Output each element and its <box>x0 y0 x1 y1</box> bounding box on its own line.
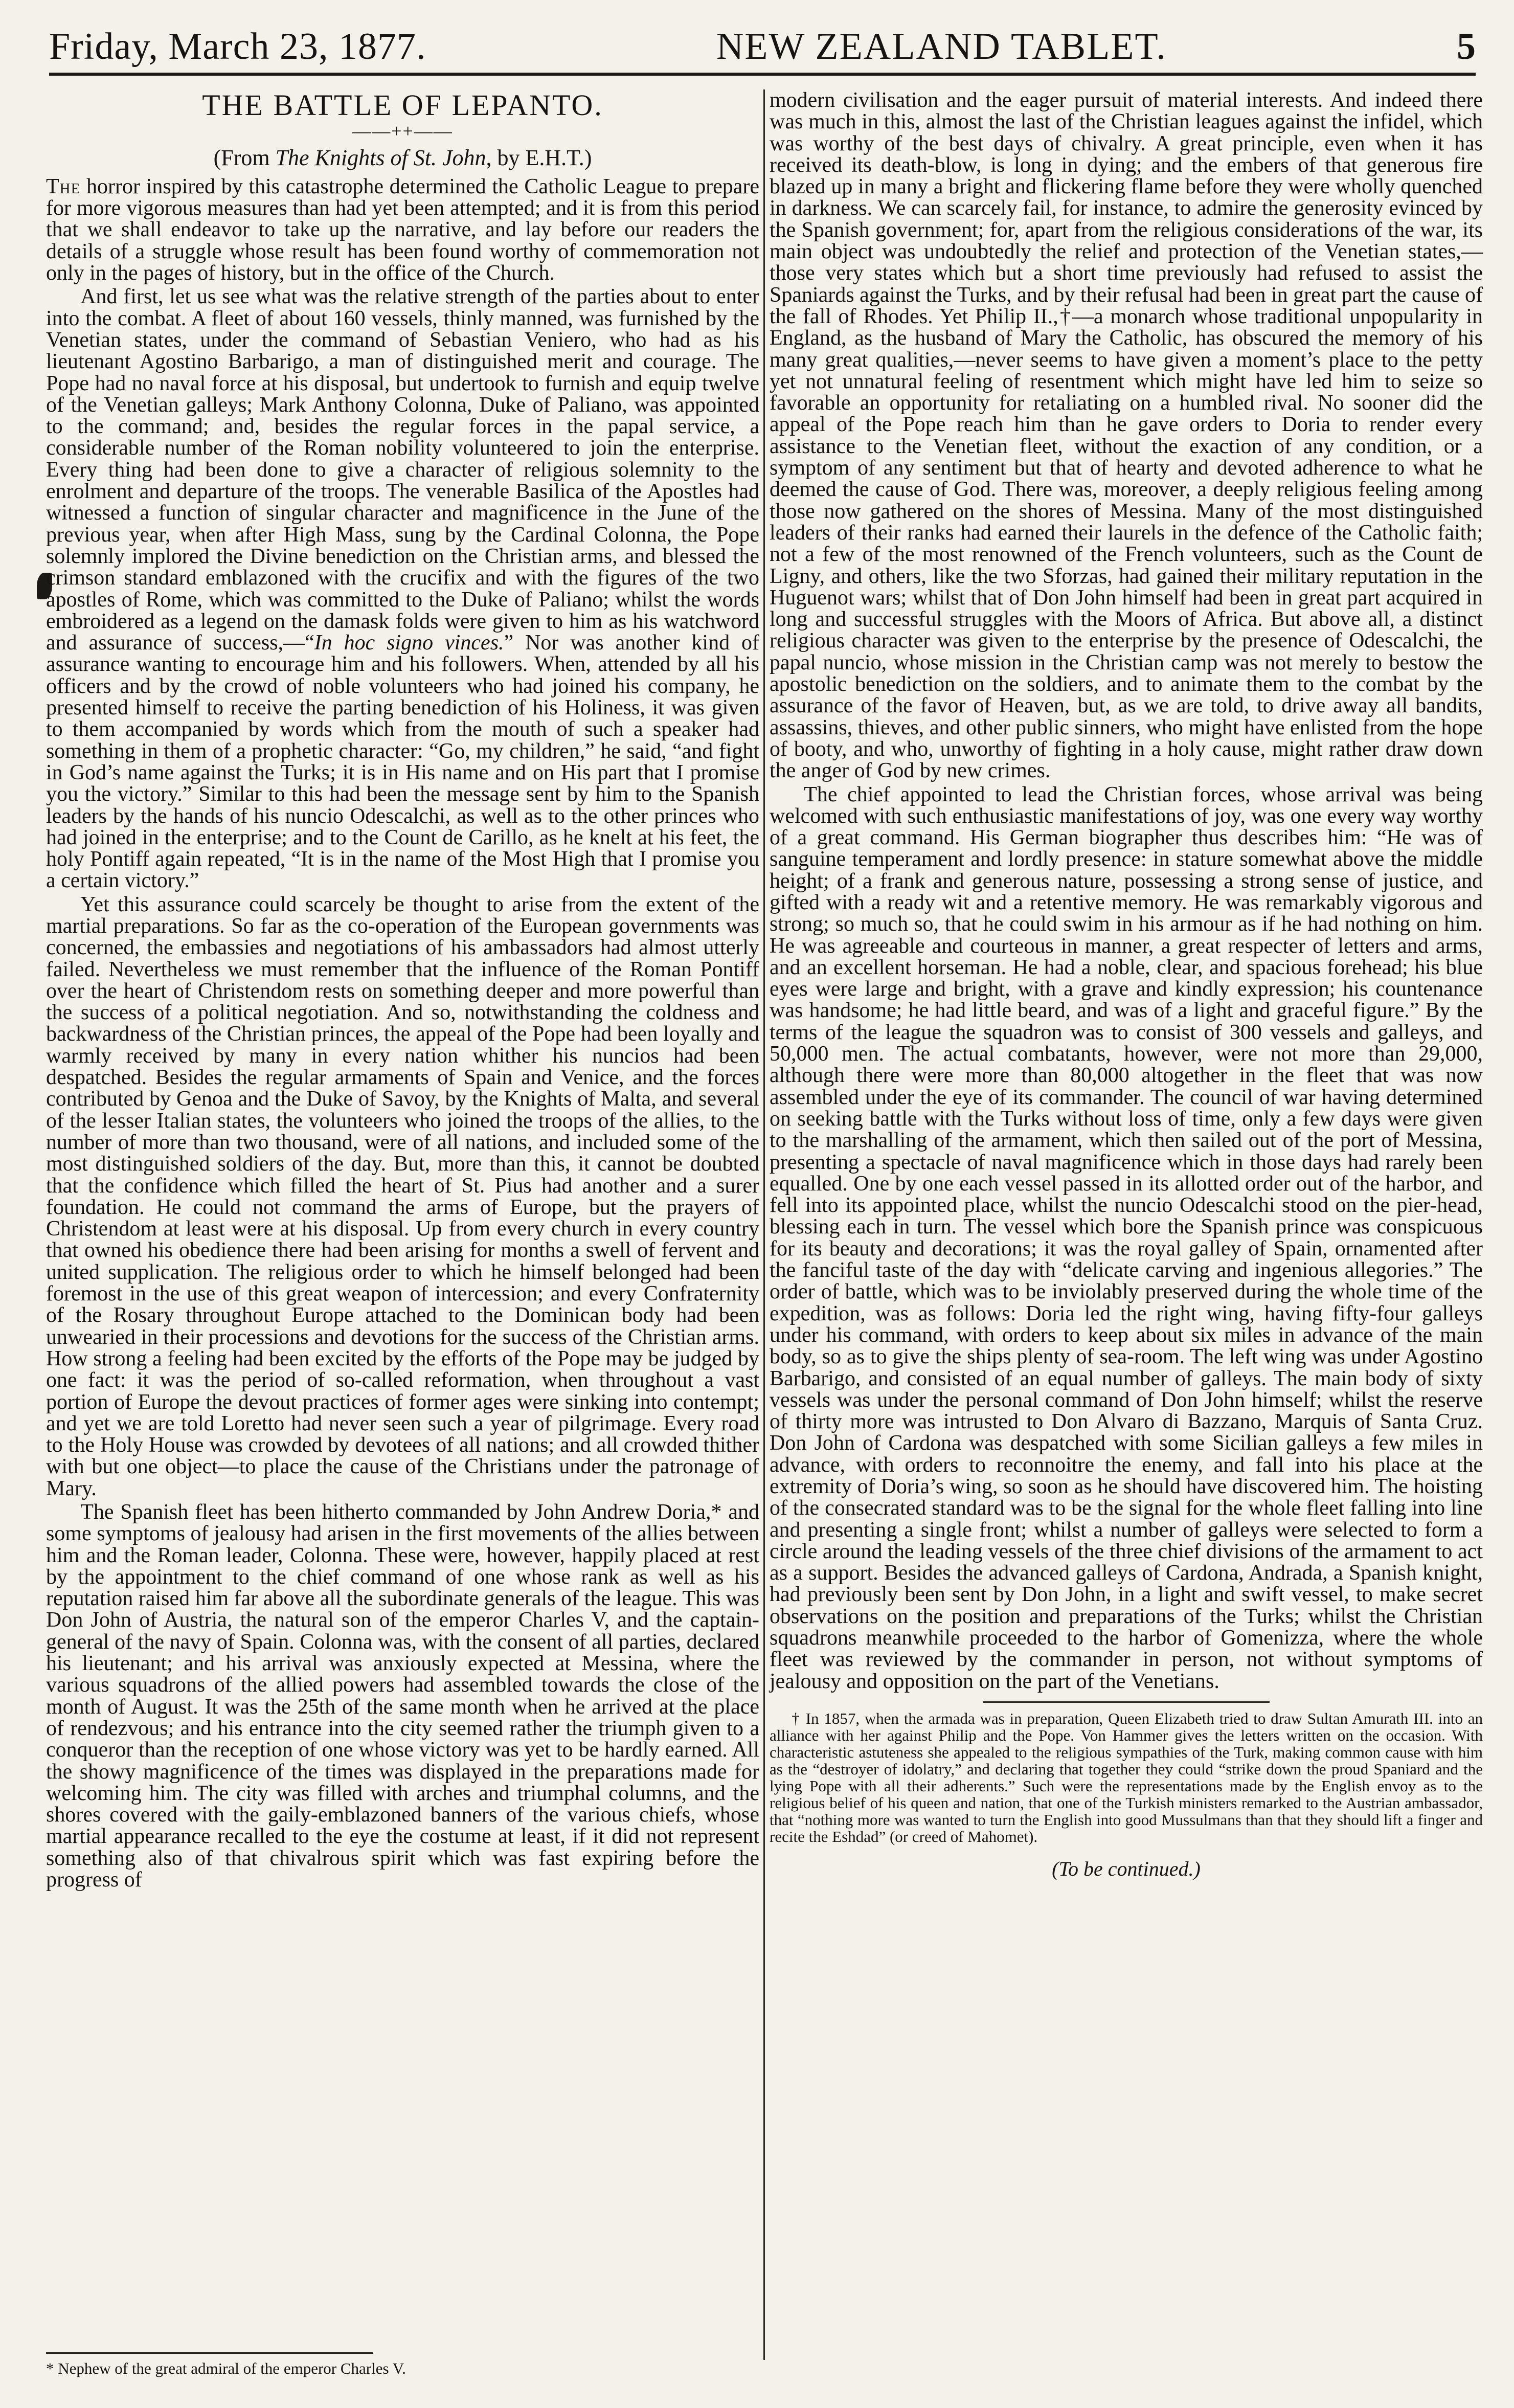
paragraph-1-text: horror inspired by this catastrophe determined the Catholic League to prepare for more vigorous measures than had yet been attempted; and it is from this period that we shall endeavor to take up the narrative, and lay before our readers the details of a struggle whose result has been found worthy of commemoration not only in the pages of history, but in the office of the Church. <box>46 174 759 285</box>
footnote-left <box>46 2342 759 2377</box>
byline-prefix: (From <box>213 145 276 170</box>
paragraph-5: modern civilisation and the eager pursuit of material interests. And indeed there was much in this, almost the last of the Christian leagues against the infidel, which was worthy of the best days of chivalry. A great principle, even when it has received its death-blow, is long in dying; and the embers of that generous fire blazed up in many a bright and flickering flame before they were wholly quenched in darkness. We can scarcely fail, for instance, to admire the generosity evinced by the Spanish government; for, apart from the religious considerations of the war, its main object was undoubtedly the relief and protection of the Venetian states,—those very states which but a short time previously had refused to assist the Spaniards against the Turks, and by their refusal had been in great part the cause of the fall of Rhodes. Yet Philip II.,†—a monarch whose traditional unpopularity in England, as the husband of Mary the Catholic, has obscured the memory of his many great qualities,—never seems to have given a moment’s place to the petty yet not unnatural feeling of resentment which might have led him to seize so favorable an opportunity for retaliating on a humbled rival. No sooner did the appeal of the Pope reach him than he gave orders to Doria to render every assistance to the Venetian fleet, without the exaction of any condition, or a symptom of any sentiment but that of hearty and devoted adherence to what he deemed the cause of God. There was, moreover, a deeply religious feeling among those now gathered on the shores of Messina. Many of the most distinguished leaders of their ranks had earned their laurels in the defence of the Catholic faith; not a few of the most renowned of the French volunteers, such as the Count de Ligny, and others, like the two Sforzas, had gained their military reputation in the Huguenot wars; whilst that of Don John himself had been in great part acquired in long and successful struggles with the Moors of Africa. But above all, a distinct religious character was given to the enterprise by the presence of Odescalchi, the papal nuncio, whose mission in the Christian camp was not merely to bestow the apostolic benediction on the soldiers, and to animate them to the combat by the assurance of the favor of Heaven, but, as we are told, to drive away all bandits, assassins, thieves, and other public sinners, who might have enlisted from the hope of booty, and who, unworthy of fighting in a holy cause, might rather draw down the anger of God by new crimes. <box>770 88 1483 783</box>
column-right <box>770 89 1483 2365</box>
article-title: THE BATTLE OF LEPANTO. <box>202 88 603 122</box>
latin-motto: In hoc signo vinces. <box>314 631 504 655</box>
masthead <box>49 26 1476 76</box>
byline-work: The Knights of St. John <box>275 145 486 170</box>
paragraph-2-text-a: And first, let us see what was the relative strength of the parties about to enter into the combat. A fleet of about 160 vessels, thinly manned, was furnished by the Venetian states, under the command of Sebastian Veniero, who had as his lieutenant Agostino Barbarigo, a man of distinguished merit and courage. The Pope had no naval force at his disposal, but undertook to furnish and equip twelve of the Venetian galleys; Mark Anthony Colonna, Duke of Paliano, was appointed to the command; and, besides the regular forces in the papal service, a considerable number of the Roman nobility volunteered to join the enterprise. Every thing had been done to give a character of religious solemnity to the enrolment and departure of the troops. The venerable Basilica of the Apostles had witnessed a function of singular character and magnificence in the June of the previous year, when after High Mass, sung by the Cardinal Colonna, the Pope solemnly implored the Divine benediction on the Christian arms, and blessed the crimson standard emblazoned with the crucifix and with the figures of the two apostles of Rome, which was committed to the Duke of Paliano; whilst the words embroidered as a legend on the damask folds were given to him as his watchword and assurance of success,—“ <box>46 285 759 655</box>
paragraph-1 <box>46 176 759 284</box>
paragraph-3: Yet this assurance could scarcely be thought to arise from the extent of the martial preparations. So far as the co-operation of the European governments was concerned, the embassies and negotiations of his ambassadors had almost utterly failed. Nevertheless we must remember that the influence of the Roman Pontiff over the heart of Christendom rests on something deeper and more powerful than the success of a political negotiation. And so, notwithstanding the coldness and backwardness of the Christian princes, the appeal of the Pope had been loyally and warmly received by many in every nation whither his nuncios had been despatched. Besides the regular armaments of Spain and Venice, and the forces contributed by Genoa and the Duke of Savoy, by the Knights of Malta, and several of the lesser Italian states, the volunteers who joined the troops of the allies, to the number of more than two thousand, were of all nations, and included some of the most distinguished soldiers of the day. But, more than this, it cannot be doubted that the confidence which filled the heart of St. Pius had another and a surer foundation. He could not command the arms of Europe, but the prayers of Christendom at least were at his disposal. Up from every church in every country that owned his obedience there had been arising for months a swell of fervent and united supplication. The religious order to which he himself belonged had been foremost in the use of this great weapon of intercession; and every Confraternity of the Rosary throughout Europe attached to the Dominican body had been unwearied in their processions and devotions for the success of the Christian arms. How strong a feeling had been excited by the efforts of the Pope may be judged by one fact: it was the period of so-called reformation, when throughout a vast portion of Europe the devout practices of former ages were sinking into contempt; and yet we are told Loretto had never seen such a year of pilgrimage. Every road to the Holy House was crowded by devotees of all nations; and all crowded thither with but one object—to place the cause of the Christians under the patronage of Mary. <box>46 892 759 1500</box>
opening-word: The <box>46 174 81 198</box>
paragraph-6: The chief appointed to lead the Christian forces, whose arrival was being welcomed with such enthusiastic manifestations of joy, was one every way worthy of a great command. His German biographer thus describes him: “He was of sanguine temperament and lordly presence: in stature somewhat above the middle height; of a frank and generous nature, possessing a strong sense of justice, and gifted with a ready wit and a retentive memory. He was remarkably vigorous and strong; so much so, that he could swim in his armour as if he had nothing on him. He was agreeable and courteous in manner, a great respecter of letters and arms, and an excellent horseman. He had a noble, clear, and spacious forehead; his blue eyes were large and bright, with a grave and kindly expression; his countenance was handsome; he had little beard, and was of a light and graceful figure.” By the terms of the league the squadron was to consist of 300 vessels and galleys, and 50,000 men. The actual combatants, however, were not more than 29,000, although there were more than 80,000 altogether in the fleet that was now assembled under the eye of its commander. The council of war having determined on seeking battle with the Turks without loss of time, only a few days were given to the marshalling of the armament, which then sailed out of the port of Messina, presenting a spectacle of naval magnificence which in those days had rarely been equalled. One by one each vessel passed in its allotted order out of the harbor, and fell into its appointed place, whilst the nuncio Odescalchi stood on the pier-head, blessing each in turn. The vessel which bore the Spanish prince was conspicuous for its beauty and decorations; it was the royal galley of Spain, ornamented after the fanciful taste of the day with “delicate carving and ingenious allegories.” The order of battle, which was to be inviolably preserved during the whole time of the expedition, was as follows: Doria led the right wing, having fifty-four galleys under his command, with orders to keep about six miles in advance of the main body, so as to give the ships plenty of sea-room. The left wing was under Agostino Barbarigo, and consisted of an equal number of galleys. The main body of sixty vessels was under the personal command of Don John himself; whilst the reserve of thirty more was intrusted to Don Alvaro di Bazzano, Marquis of Santa Cruz. Don John of Cardona was despatched with some Sicilian galleys a few miles in advance, with orders to reconnoitre the enemy, and fall into his place at the extremity of Doria’s wing, so soon as he should have discovered him. The hoisting of the consecrated standard was to be the signal for the whole fleet falling into line and presenting a single front; whilst a number of galleys were selected to form a circle around the leading vessels of the three chief divisions of the armament to act as a support. Besides the advanced galleys of Cardona, Andrada, a Spanish knight, had previously been sent by Don John, in a light and swift vessel, to make secret observations on the position and preparations of the Turks; whilst the Christian squadrons meanwhile proceeded to the harbor of Gomenizza, where the whole fleet was reviewed by the commander in person, not without symptoms of jealousy and opposition on the part of the Venetians. <box>770 782 1483 1693</box>
footnote-rule-right <box>983 1701 1270 1703</box>
paragraph-2 <box>46 286 759 891</box>
column-left <box>46 89 759 2365</box>
article-byline <box>46 147 759 169</box>
footnote-dagger <box>770 1710 1483 1845</box>
footnote-dagger-text: † In 1857, when the armada was in preparation, Queen Elizabeth tried to draw Sultan Amurath III. into an alliance with her against Philip and the Pope. Von Hammer gives the letters written on the occasion. With characteristic astuteness she appealed to the religious sympathies of the Turk, making common cause with him as the “destroyer of idolatry,” and declaring that together they could “strike down the proud Spaniard and the lying Pope with all their adherents.” Such were the representations made by the English envoy as to the religious belief of his queen and nation, that one of the Turkish ministers remarked to the Austrian ambassador, that “nothing more was wanted to turn the English into good Mussulmans than that they should lift a finger and recite the Eshdad” (or creed of Mahomet). <box>770 1709 1483 1846</box>
paragraph-2-text-b: ” Nor was another kind of assurance wanting to encourage him and his followers. When, attended by all his officers and by the crowd of noble volunteers who had joined his company, he presented himself to receive the parting benediction of his Holiness, it was given to them accompanied by words which from the mouth of such a speaker had something in them of a prophetic character: “Go, my children,” he said, “and fight in God’s name against the Turks; it is in His name and on His part that I promise you the victory.” Similar to this had been the message sent by him to the Spanish leaders by the hands of his nuncio Odescalchi, as well as to the other princes who had joined in the enterprise; and to the Count de Carillo, as he knelt at his feet, the holy Pontiff again repeated, “It is in the name of the Most High that I promise you a certain victory.” <box>46 631 759 893</box>
to-be-continued: (To be continued.) <box>1052 1857 1201 1880</box>
footnote-rule-left <box>46 2352 373 2354</box>
byline-suffix: , by E.H.T.) <box>486 145 592 170</box>
footnote-star: * Nephew of the great admiral of the emperor Charles V. <box>46 2359 406 2377</box>
page-number: 5 <box>1457 26 1476 67</box>
issue-date: Friday, March 23, 1877. <box>49 26 426 67</box>
column-divider <box>763 89 765 2360</box>
paragraph-4: The Spanish fleet has been hitherto commanded by John Andrew Doria,* and some symptoms of jealousy had arisen in the first movements of the allies between him and the Roman leader, Colonna. These were, however, happily placed at rest by the appointment to the chief command of one whose rank as well as his reputation raised him far above all the subordinate generals of the league. This was Don John of Austria, the natural son of the emperor Charles V, and the captain-general of the navy of Spain. Colonna was, with the consent of all parties, declared his lieutenant; and his arrival was anxiously expected at Messina, where the various squadrons of the allied powers had assembled towards the close of the month of August. It was the 25th of the same month when he arrived at the place of rendezvous; and his entrance into the city seemed rather the triumph given to a conqueror than the reception of one whose victory was yet to be hardly earned. All the showy magnificence of the times was displayed in the preparations made for welcoming him. The city was filled with arches and triumphal columns, and the shores covered with the gaily-emblazoned banners of the various chiefs, whose martial appearance recalled to the eye the costume at least, if it did not represent something also of that chivalrous spirit which was fast expiring before the progress of <box>46 1500 759 1892</box>
title-ornament: ——++—— <box>352 121 453 142</box>
newspaper-title: NEW ZEALAND TABLET. <box>716 26 1167 67</box>
